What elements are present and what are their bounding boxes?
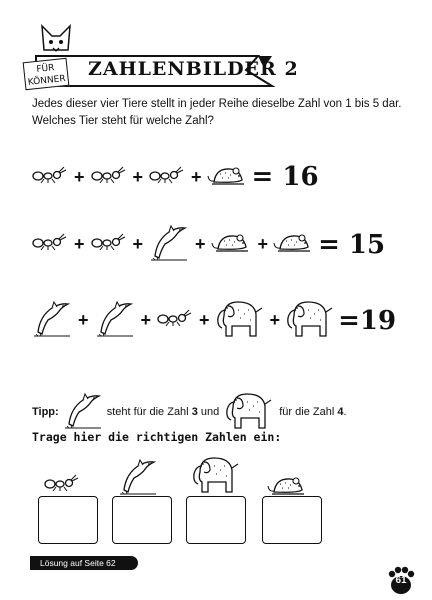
- tip-number-1: 3: [191, 405, 198, 418]
- badge-line2: KÖNNER: [27, 74, 67, 88]
- tip-number-2: 4: [337, 405, 344, 418]
- tip-end: .: [343, 405, 347, 418]
- dolphin-icon: [32, 298, 72, 343]
- equation-result: = 15: [318, 229, 386, 260]
- page-title: ZAHLENBILDER 2: [88, 58, 299, 80]
- answer-ant-icon: [44, 474, 80, 497]
- tip-line: [32, 388, 347, 435]
- tip-label: Tipp:: [32, 405, 59, 418]
- answer-box-dolphin[interactable]: [112, 496, 172, 544]
- task-instruction: Trage hier die richtigen Zahlen ein:: [32, 430, 282, 444]
- plus-sign: +: [78, 310, 89, 330]
- plus-sign: +: [132, 166, 144, 187]
- plus-sign: +: [199, 310, 210, 330]
- answer-box-mouse[interactable]: [262, 496, 322, 544]
- plus-sign: +: [74, 234, 85, 254]
- answer-dolphin-icon: [118, 456, 158, 501]
- plus-sign: +: [140, 310, 152, 330]
- tip-text2: und: [200, 405, 220, 418]
- answer-elephant-icon: [192, 452, 240, 501]
- page-number: 61: [395, 575, 407, 586]
- mouse-icon: [212, 231, 252, 258]
- tip-dolphin-icon: [63, 390, 103, 433]
- answer-box-elephant[interactable]: [186, 496, 246, 544]
- plus-sign: +: [191, 166, 202, 187]
- solution-reference: Lösung auf Seite 62: [30, 556, 138, 570]
- ant-icon: [32, 233, 68, 256]
- ant-icon: [149, 166, 185, 189]
- dolphin-icon: [149, 222, 189, 267]
- elephant-icon: [216, 296, 264, 345]
- badge-line1: FÜR: [35, 63, 55, 75]
- equation-result: = 16: [251, 162, 319, 192]
- plus-sign: +: [257, 234, 269, 254]
- plus-sign: +: [132, 234, 144, 254]
- equation-row-3: [32, 296, 396, 345]
- plus-sign: +: [195, 234, 206, 254]
- difficulty-badge: [23, 58, 70, 90]
- ant-icon: [91, 233, 127, 256]
- equation-row-1: [32, 162, 319, 192]
- elephant-icon: [286, 296, 334, 345]
- mouse-icon: [208, 164, 248, 191]
- ant-icon: [91, 166, 127, 189]
- tip-text1: steht für die Zahl: [106, 405, 189, 418]
- ant-icon: [32, 166, 68, 189]
- mouse-icon: [274, 231, 314, 258]
- plus-sign: +: [269, 310, 281, 330]
- intro-text: Jedes dieser vier Tiere stellt in jeder Reihe dieselbe Zahl von 1 bis 5 dar. Welches Tier steht für welche Zahl?: [32, 98, 402, 127]
- answer-box-ant[interactable]: [38, 496, 98, 544]
- tip-elephant-icon: [225, 388, 273, 435]
- dolphin-icon: [95, 298, 135, 343]
- tip-text3: für die Zahl: [279, 405, 335, 418]
- ant-icon: [157, 309, 193, 332]
- equation-result: =19: [338, 305, 397, 336]
- equation-row-2: [32, 222, 385, 267]
- plus-sign: +: [74, 166, 85, 187]
